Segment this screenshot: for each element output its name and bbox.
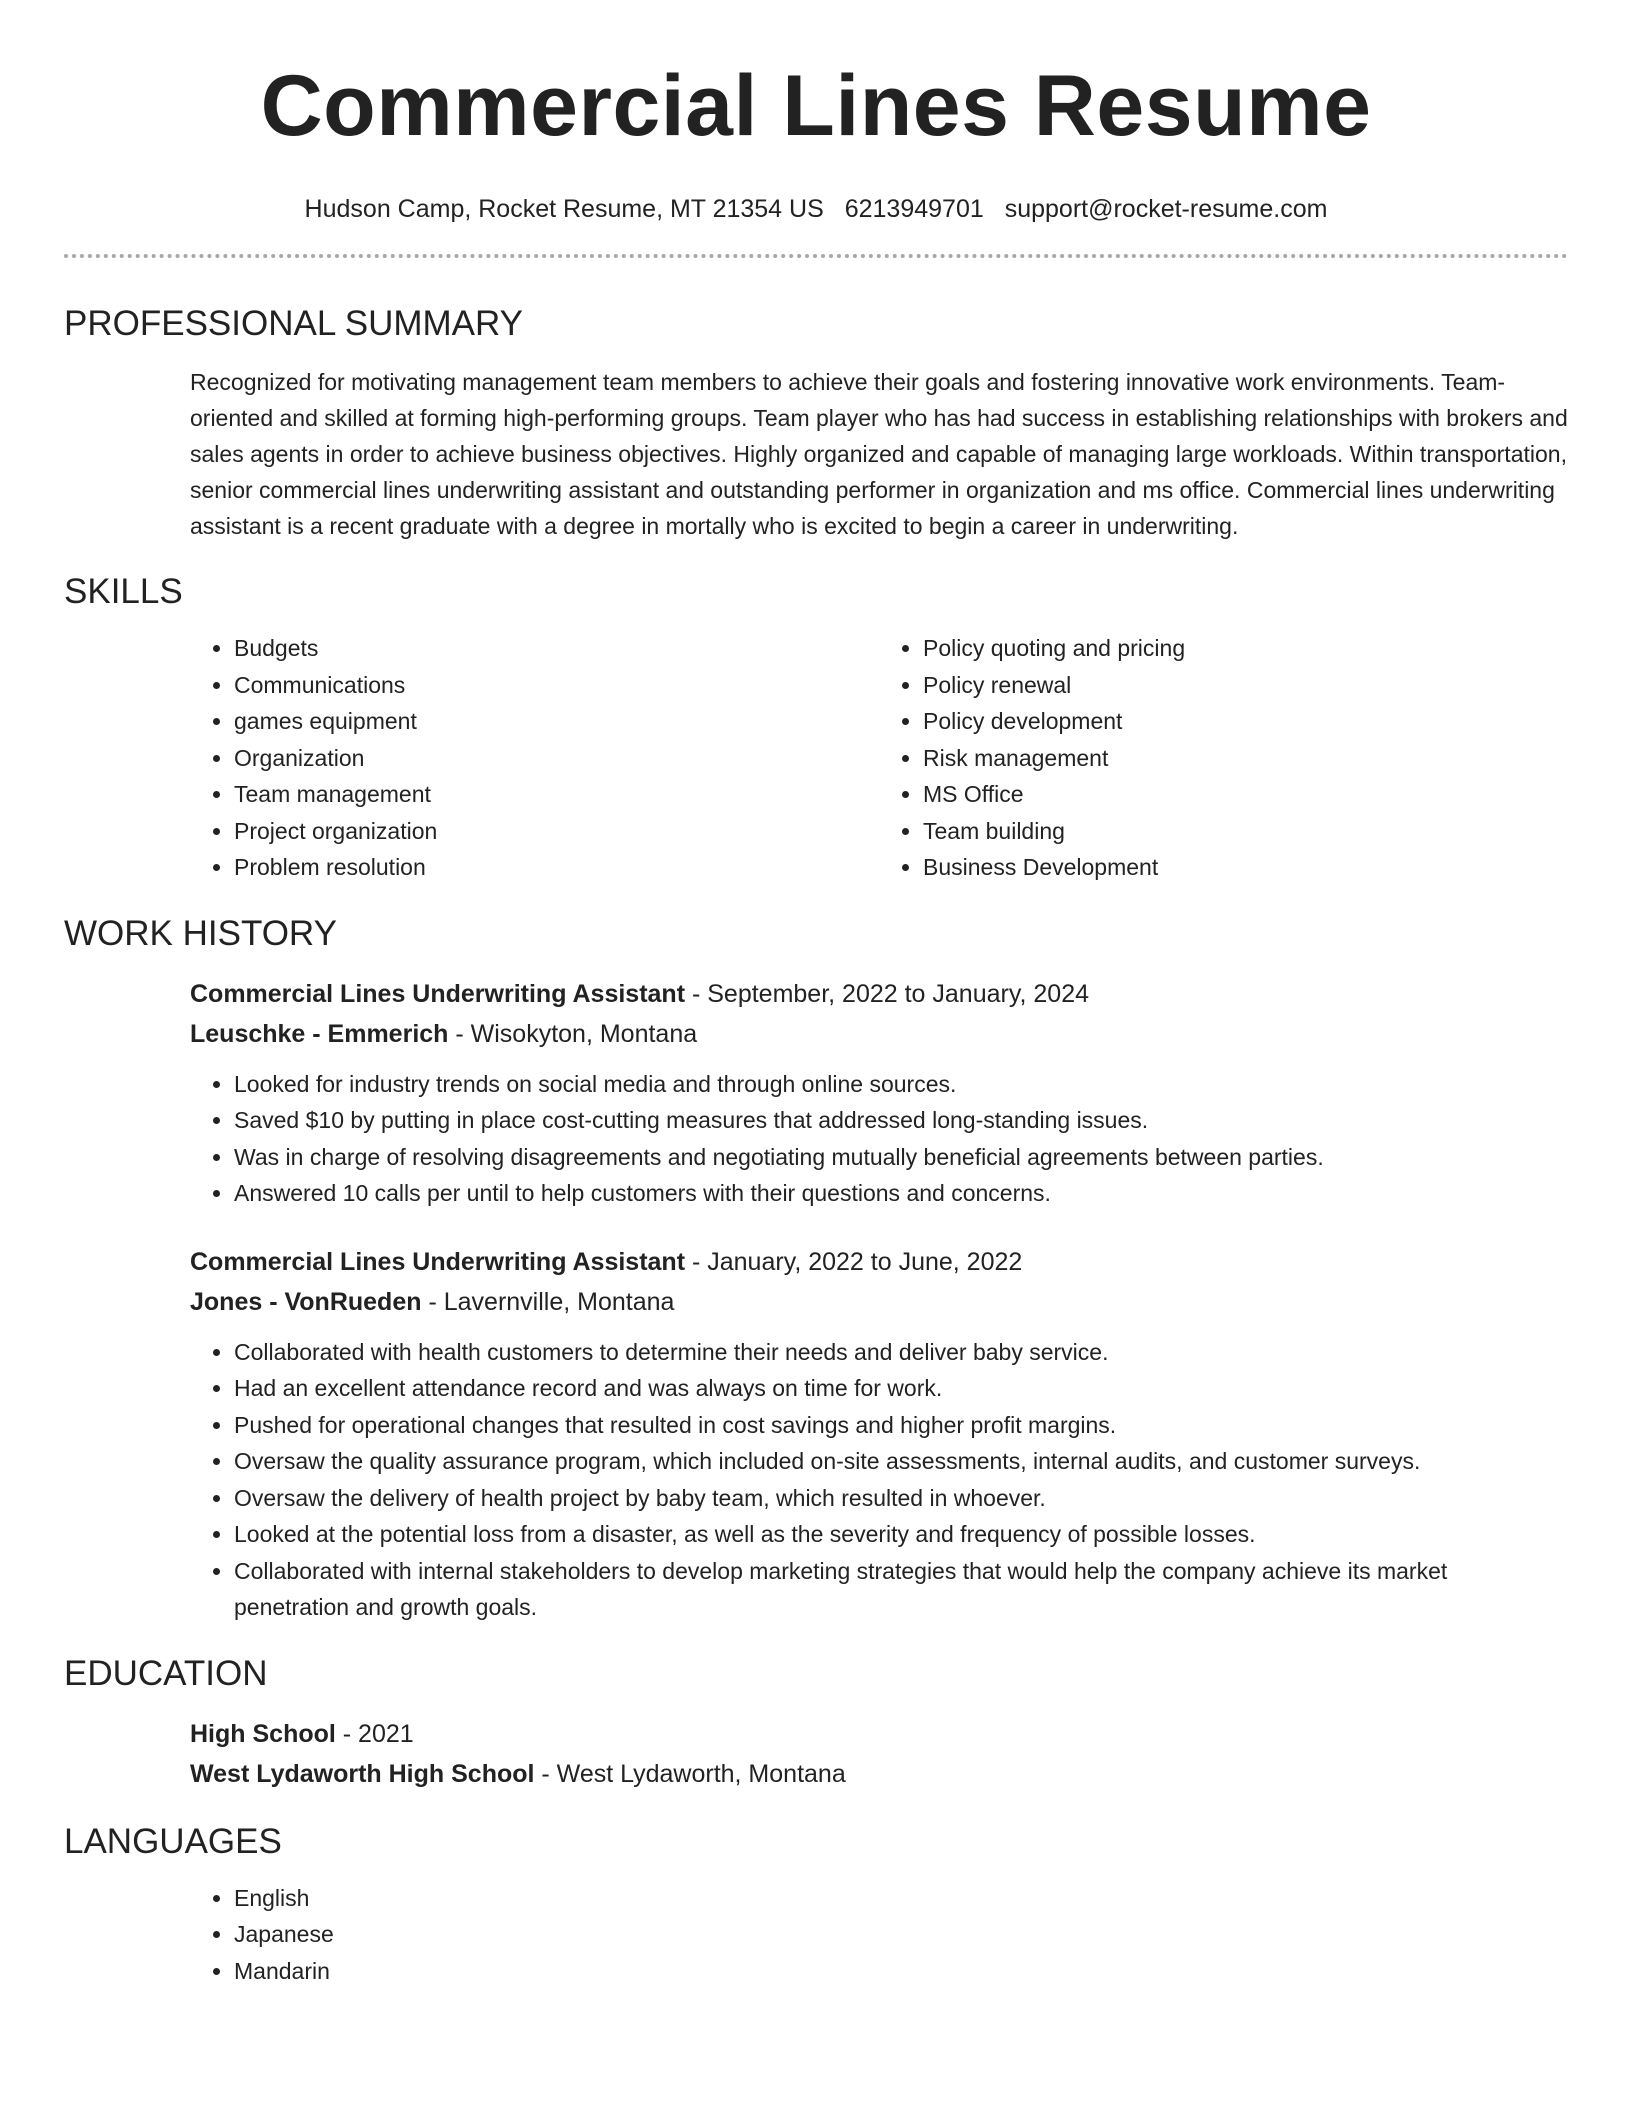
skills-columns [190,630,1568,886]
job-bullet: • Collaborated with health customers to determine their needs and deliver baby service. [234,1334,1568,1371]
skill-item: • Risk management [923,740,1568,777]
job-bullet: • Looked for industry trends on social media and through online sources. [234,1066,1568,1103]
resume-title: Commercial Lines Resume [260,58,1372,154]
job-bullet: • Looked at the potential loss from a disaster, as well as the severity and frequency of possible losses. [234,1516,1568,1553]
education-school: West Lydaworth High School [190,1759,535,1788]
job-bullet: • Answered 10 calls per until to help customers with their questions and concerns. [234,1175,1568,1212]
job-dates: - September, 2022 to January, 2024 [685,979,1089,1008]
skills-list-left [190,630,879,886]
skills-heading: SKILLS [64,572,183,611]
contact-address: Hudson Camp, Rocket Resume, MT 21354 US [304,195,824,223]
education-year: - 2021 [335,1719,414,1748]
header-divider [64,254,1568,258]
contact-phone: 6213949701 [844,195,984,223]
job-bullet: • Oversaw the quality assurance program, which included on-site assessments, internal audits, and customer surveys. [234,1443,1568,1480]
job-company-line [190,1282,1568,1322]
job-title-line [190,974,1568,1014]
skill-item: • Organization [234,740,879,777]
skill-item: • Team management [234,776,879,813]
skill-item: • Policy development [923,703,1568,740]
job-company: Jones - VonRueden [190,1287,422,1316]
summary-text: Recognized for motivating management team members to achieve their goals and fostering innovative work environments. Team-oriented and skilled at forming high-performing groups. Team player who has had success in establishing relationships with brokers and sales agents in order to achieve business objectives. Highly organized and capable of managing large workloads. Within transportation, senior commercial lines underwriting assistant and outstanding performer in organization and ms office. Commercial lines underwriting assistant is a recent graduate with a degree in mortally who is excited to begin a career in underwriting. [190,369,1568,539]
education-heading: EDUCATION [64,1653,268,1693]
language-item: • Mandarin [234,1953,1568,1990]
skill-item: • Policy quoting and pricing [923,630,1568,667]
skill-item: • Problem resolution [234,849,879,886]
job-location: - Wisokyton, Montana [448,1019,698,1048]
job-bullets [190,1066,1568,1212]
language-item: • Japanese [234,1916,1568,1953]
job-title: Commercial Lines Underwriting Assistant [190,1247,686,1276]
work-heading: WORK HISTORY [64,913,337,953]
job-title: Commercial Lines Underwriting Assistant [190,979,686,1008]
languages-heading: LANGUAGES [64,1821,282,1861]
work-section [64,912,1568,1626]
job-bullet: • Oversaw the delivery of health project by baby team, which resulted in whoever. [234,1480,1568,1517]
job-company-line [190,1014,1568,1054]
education-section [64,1652,1568,1794]
skill-item: • Team building [923,813,1568,850]
education-location: - West Lydaworth, Montana [534,1759,846,1788]
skill-item: • Project organization [234,813,879,850]
job-bullet: • Saved $10 by putting in place cost-cutting measures that addressed long-standing issues. [234,1102,1568,1139]
job-bullets [190,1334,1568,1626]
summary-heading: PROFESSIONAL SUMMARY [64,304,523,343]
job-location: - Lavernville, Montana [421,1287,675,1316]
skill-item: • MS Office [923,776,1568,813]
skill-item: • Budgets [234,630,879,667]
summary-section [64,302,1568,544]
education-school-line [190,1754,1568,1794]
contact-line [64,194,1568,224]
job-bullet: • Pushed for operational changes that resulted in cost savings and higher profit margins. [234,1407,1568,1444]
job-entry [190,1242,1568,1626]
skills-section [64,570,1568,886]
job-company: Leuschke - Emmerich [190,1019,449,1048]
skill-item: • Policy renewal [923,667,1568,704]
skill-item: • Business Development [923,849,1568,886]
education-entry [190,1714,1568,1794]
job-title-line [190,1242,1568,1282]
languages-list [190,1880,1568,1990]
job-bullet: • Collaborated with internal stakeholders to develop marketing strategies that would help the company achieve its market penetration and growth goals. [234,1553,1568,1626]
job-entry [190,974,1568,1212]
education-degree: High School [190,1719,336,1748]
job-dates: - January, 2022 to June, 2022 [685,1247,1023,1276]
skills-list-right [879,630,1568,886]
job-bullet: • Was in charge of resolving disagreements and negotiating mutually beneficial agreements between parties. [234,1139,1568,1176]
contact-email: support@rocket-resume.com [1004,195,1328,223]
job-bullet: • Had an excellent attendance record and was always on time for work. [234,1370,1568,1407]
education-degree-line [190,1714,1568,1754]
skill-item: • Communications [234,667,879,704]
skill-item: • games equipment [234,703,879,740]
languages-section [64,1820,1568,1990]
language-item: • English [234,1880,1568,1917]
